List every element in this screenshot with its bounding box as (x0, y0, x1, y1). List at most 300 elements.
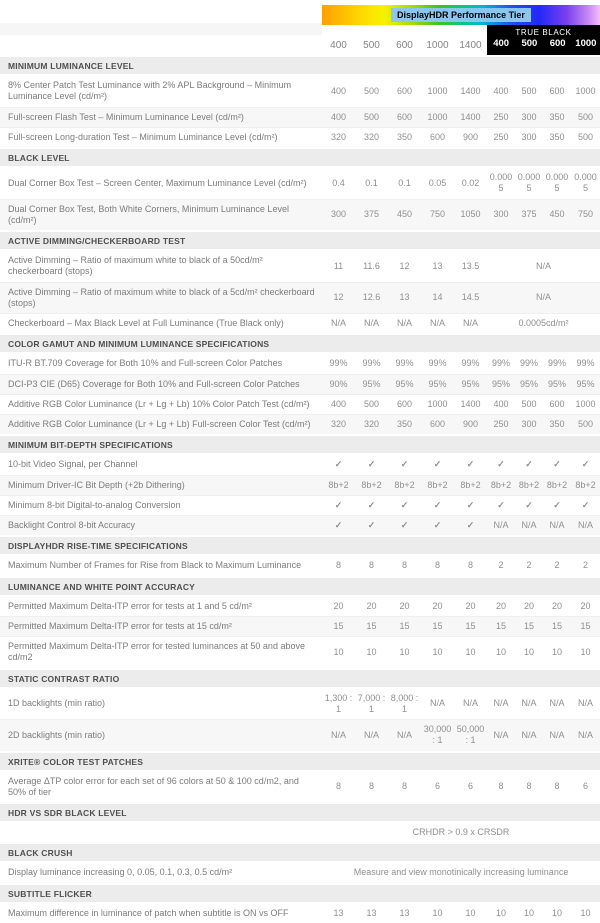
cell-value: N/A (515, 720, 543, 752)
cell-value: 10 (388, 637, 421, 669)
cell-value: 500 (571, 415, 600, 436)
cell-value: ✓ (421, 495, 454, 515)
cell-value: N/A (487, 250, 600, 282)
cell-value: 8 (322, 555, 355, 576)
cell-value: 12 (388, 250, 421, 282)
cell-value: 99% (355, 353, 388, 374)
section-header-row (0, 752, 600, 771)
cell-value: ✓ (421, 516, 454, 537)
cell-value: N/A (543, 516, 571, 537)
cell-value: 0.0005cd/m² (487, 314, 600, 335)
table-row (0, 353, 600, 374)
cell-value: 99% (388, 353, 421, 374)
table-row (0, 720, 600, 752)
cell-value: 10 (543, 903, 571, 923)
cell-value: 500 (515, 75, 543, 107)
cell-value: N/A (355, 720, 388, 752)
cell-value: 14.5 (454, 282, 487, 314)
cell-value: 20 (454, 596, 487, 617)
cell-value: 10 (543, 637, 571, 669)
cell-value: 15 (355, 616, 388, 636)
section-header-row (0, 56, 600, 75)
tier-header-1400: 1400 (459, 40, 482, 51)
row-label: Dual Corner Box Test, Both White Corners, Minimum Luminance Level (cd/m²) (0, 199, 322, 231)
cell-value: 2 (515, 555, 543, 576)
cell-value: 13.5 (454, 250, 487, 282)
cell-value: N/A (355, 314, 388, 335)
section-header-row (0, 536, 600, 555)
cell-value: N/A (571, 720, 600, 752)
cell-value: 1400 (454, 394, 487, 414)
true-black-header (487, 25, 600, 55)
cell-value: 10 (454, 903, 487, 923)
cell-value: 8b+2 (571, 475, 600, 495)
cell-value: 900 (454, 127, 487, 148)
cell-value: 8b+2 (355, 475, 388, 495)
cell-value: 8 (322, 771, 355, 804)
row-label: Minimum Driver-IC Bit Depth (+2b Dithering) (0, 475, 322, 495)
row-label: Full-screen Long-duration Test – Minimum Luminance Level (cd/m²) (0, 127, 322, 148)
tier-header-400: 400 (330, 40, 347, 51)
tier-header-600: 600 (396, 40, 413, 51)
cell-value: 90% (322, 374, 355, 394)
cell-value: 1,300 : 1 (322, 688, 355, 720)
section-title: BLACK CRUSH (0, 843, 600, 862)
cell-value: 10 (571, 637, 600, 669)
cell-value: 8b+2 (388, 475, 421, 495)
cell-value: N/A (322, 720, 355, 752)
cell-value: 8 (388, 555, 421, 576)
cell-value: 99% (571, 353, 600, 374)
cell-value: ✓ (322, 516, 355, 537)
cell-value: 10 (515, 903, 543, 923)
tier-header-500: 500 (363, 40, 380, 51)
cell-value: 6 (571, 771, 600, 804)
performance-tier-gradient-bar (322, 5, 600, 25)
cell-value: 2 (487, 555, 515, 576)
table-row (0, 555, 600, 576)
row-label: Minimum 8-bit Digital-to-analog Conversion (0, 495, 322, 515)
cell-value: N/A (487, 720, 515, 752)
cell-value: N/A (487, 282, 600, 314)
cell-value: 600 (421, 127, 454, 148)
table-row (0, 415, 600, 436)
cell-value: 20 (543, 596, 571, 617)
cell-value: ✓ (543, 454, 571, 475)
cell-value: N/A (388, 720, 421, 752)
cell-value: 50,000 : 1 (454, 720, 487, 752)
cell-value: N/A (487, 688, 515, 720)
cell-value: N/A (515, 516, 543, 537)
section-title: COLOR GAMUT AND MINIMUM LUMINANCE SPECIFICATIONS (0, 334, 600, 353)
section-header-row (0, 843, 600, 862)
cell-value: 0.0005 (515, 167, 543, 199)
row-label: ITU-R BT.709 Coverage for Both 10% and Full-screen Color Patches (0, 353, 322, 374)
table-row (0, 903, 600, 923)
cell-value: 8b+2 (421, 475, 454, 495)
row-label: 1D backlights (min ratio) (0, 688, 322, 720)
tier-header-1000: 1000 (426, 40, 449, 51)
section-header-row (0, 884, 600, 903)
cell-value: 400 (487, 75, 515, 107)
cell-value: 10 (487, 637, 515, 669)
cell-value: ✓ (515, 454, 543, 475)
cell-value: 99% (487, 353, 515, 374)
cell-value: 500 (571, 107, 600, 127)
true-black-tier-header-400: 400 (493, 38, 510, 49)
table-row (0, 167, 600, 199)
true-black-tier-header-500: 500 (521, 38, 538, 49)
section-title: BLACK LEVEL (0, 148, 600, 167)
cell-value: 1000 (421, 75, 454, 107)
performance-tier-title: DisplayHDR Performance Tier (391, 8, 531, 23)
cell-value: 15 (454, 616, 487, 636)
table-row (0, 822, 600, 843)
cell-value: 7,000 : 1 (355, 688, 388, 720)
cell-value: 8 (388, 771, 421, 804)
cell-value: N/A (454, 688, 487, 720)
cell-value: 1000 (571, 75, 600, 107)
cell-value: ✓ (322, 454, 355, 475)
cell-value: 300 (487, 199, 515, 231)
cell-value: 2 (543, 555, 571, 576)
cell-value: 8 (454, 555, 487, 576)
cell-value: 95% (355, 374, 388, 394)
true-black-column-headers (487, 38, 600, 49)
section-title: SUBTITLE FLICKER (0, 884, 600, 903)
cell-value: ✓ (355, 516, 388, 537)
cell-value: 320 (322, 415, 355, 436)
row-label: Permitted Maximum Delta-ITP error for tests at 1 and 5 cd/m² (0, 596, 322, 617)
header-spacer (0, 23, 322, 35)
cell-value: 12 (322, 282, 355, 314)
row-label: Maximum difference in luminance of patch when subtitle is ON vs OFF (0, 903, 322, 923)
cell-value: 20 (571, 596, 600, 617)
cell-value: ✓ (543, 495, 571, 515)
cell-value: 0.02 (454, 167, 487, 199)
cell-value: ✓ (454, 516, 487, 537)
row-label: Checkerboard – Max Black Level at Full Luminance (True Black only) (0, 314, 322, 335)
cell-value: ✓ (515, 495, 543, 515)
cell-value: CRHDR > 0.9 x CRSDR (322, 822, 600, 843)
table-header (0, 0, 600, 55)
cell-value: 8 (487, 771, 515, 804)
row-label: Additive RGB Color Luminance (Lr + Lg + Lb) 10% Color Patch Test (cd/m²) (0, 394, 322, 414)
section-title: DISPLAYHDR RISE-TIME SPECIFICATIONS (0, 536, 600, 555)
cell-value: 8,000 : 1 (388, 688, 421, 720)
cell-value: 300 (322, 199, 355, 231)
cell-value: 13 (388, 282, 421, 314)
tier-column-headers (322, 36, 487, 55)
cell-value: 500 (515, 394, 543, 414)
cell-value: 99% (322, 353, 355, 374)
cell-value: 375 (515, 199, 543, 231)
cell-value: 8 (421, 555, 454, 576)
cell-value: ✓ (571, 495, 600, 515)
spec-table-body (0, 56, 600, 923)
cell-value: ✓ (421, 454, 454, 475)
table-row (0, 394, 600, 414)
row-label: Permitted Maximum Delta-ITP error for tests at 15 cd/m² (0, 616, 322, 636)
cell-value: 350 (543, 107, 571, 127)
cell-value: 99% (515, 353, 543, 374)
cell-value: 750 (421, 199, 454, 231)
table-row (0, 314, 600, 335)
cell-value: ✓ (388, 516, 421, 537)
cell-value: ✓ (454, 495, 487, 515)
cell-value: 14 (421, 282, 454, 314)
row-label: Maximum Number of Frames for Rise from Black to Maximum Luminance (0, 555, 322, 576)
section-title: MINIMUM LUMINANCE LEVEL (0, 56, 600, 75)
section-title: HDR VS SDR BLACK LEVEL (0, 803, 600, 822)
cell-value: 95% (515, 374, 543, 394)
cell-value: 11.6 (355, 250, 388, 282)
true-black-tier-header-1000: 1000 (575, 38, 597, 49)
cell-value: 0.05 (421, 167, 454, 199)
cell-value: 95% (421, 374, 454, 394)
section-title: STATIC CONTRAST RATIO (0, 669, 600, 688)
cell-value: 20 (355, 596, 388, 617)
cell-value: 20 (388, 596, 421, 617)
table-row (0, 596, 600, 617)
cell-value: 750 (571, 199, 600, 231)
cell-value: ✓ (454, 454, 487, 475)
cell-value: Measure and view monotinically increasing luminance (322, 862, 600, 883)
row-label: Permitted Maximum Delta-ITP error for tested luminances at 50 and above cd/m2 (0, 637, 322, 669)
cell-value: 450 (388, 199, 421, 231)
cell-value: 1400 (454, 107, 487, 127)
cell-value: 900 (454, 415, 487, 436)
cell-value: ✓ (388, 495, 421, 515)
table-row (0, 127, 600, 148)
cell-value: 320 (322, 127, 355, 148)
cell-value: 10 (322, 637, 355, 669)
cell-value: 15 (388, 616, 421, 636)
cell-value: 0.0005 (571, 167, 600, 199)
cell-value: 400 (487, 394, 515, 414)
cell-value: 8 (543, 771, 571, 804)
cell-value: 0.0005 (543, 167, 571, 199)
table-row (0, 495, 600, 515)
cell-value: ✓ (487, 495, 515, 515)
cell-value: 1400 (454, 75, 487, 107)
cell-value: 15 (487, 616, 515, 636)
cell-value: N/A (454, 314, 487, 335)
row-label: Additive RGB Color Luminance (Lr + Lg + Lb) Full-screen Color Test (cd/m²) (0, 415, 322, 436)
cell-value: 95% (571, 374, 600, 394)
table-row (0, 107, 600, 127)
cell-value: 600 (543, 75, 571, 107)
table-row (0, 75, 600, 107)
cell-value: 10 (454, 637, 487, 669)
section-header-row (0, 334, 600, 353)
cell-value: 0.1 (388, 167, 421, 199)
cell-value: 95% (487, 374, 515, 394)
row-label: Display luminance increasing 0, 0.05, 0.1, 0.3, 0.5 cd/m² (0, 862, 322, 883)
row-label: DCI-P3 CIE (D65) Coverage for Both 10% and Full-screen Color Patches (0, 374, 322, 394)
cell-value: 95% (543, 374, 571, 394)
cell-value: N/A (571, 688, 600, 720)
cell-value: 10 (421, 637, 454, 669)
section-title: LUMINANCE AND WHITE POINT ACCURACY (0, 577, 600, 596)
table-row (0, 637, 600, 669)
cell-value: N/A (322, 314, 355, 335)
cell-value: N/A (421, 688, 454, 720)
table-row (0, 516, 600, 537)
cell-value: 1050 (454, 199, 487, 231)
cell-value: 99% (421, 353, 454, 374)
cell-value: 13 (322, 903, 355, 923)
table-row (0, 688, 600, 720)
table-row (0, 475, 600, 495)
cell-value: 0.0005 (487, 167, 515, 199)
cell-value: 10 (515, 637, 543, 669)
cell-value: 250 (487, 127, 515, 148)
cell-value: 400 (322, 394, 355, 414)
cell-value: ✓ (388, 454, 421, 475)
cell-value: 500 (571, 127, 600, 148)
section-title: MINIMUM BIT-DEPTH SPECIFICATIONS (0, 435, 600, 454)
cell-value: ✓ (571, 454, 600, 475)
cell-value: 1000 (421, 107, 454, 127)
section-title: ACTIVE DIMMING/CHECKERBOARD TEST (0, 231, 600, 250)
cell-value: 400 (322, 75, 355, 107)
row-label: Active Dimming – Ratio of maximum white to black of a 5cd/m² checkerboard (stops) (0, 282, 322, 314)
true-black-tier-header-600: 600 (549, 38, 566, 49)
cell-value: 15 (515, 616, 543, 636)
cell-value: 350 (388, 415, 421, 436)
cell-value: 15 (543, 616, 571, 636)
cell-value: 20 (421, 596, 454, 617)
table-row (0, 616, 600, 636)
cell-value: 8 (515, 771, 543, 804)
section-header-row (0, 231, 600, 250)
cell-value: 15 (571, 616, 600, 636)
cell-value: ✓ (355, 495, 388, 515)
cell-value: 13 (388, 903, 421, 923)
cell-value: 8b+2 (515, 475, 543, 495)
cell-value: N/A (515, 688, 543, 720)
table-row (0, 454, 600, 475)
cell-value: ✓ (322, 495, 355, 515)
cell-value: 15 (421, 616, 454, 636)
cell-value: 375 (355, 199, 388, 231)
cell-value: 15 (322, 616, 355, 636)
cell-value: 350 (543, 415, 571, 436)
cell-value: 500 (355, 107, 388, 127)
cell-value: 2 (571, 555, 600, 576)
cell-value: 0.1 (355, 167, 388, 199)
section-header-row (0, 148, 600, 167)
true-black-label: TRUE BLACK (515, 28, 572, 37)
row-label: Active Dimming – Ratio of maximum white to black of a 50cd/m² checkerboard (stops) (0, 250, 322, 282)
cell-value: 20 (322, 596, 355, 617)
row-label: Average ΔTP color error for each set of 96 colors at 50 & 100 cd/m2, and 50% of tier (0, 771, 322, 804)
cell-value: 1000 (421, 394, 454, 414)
row-label: 2D backlights (min ratio) (0, 720, 322, 752)
cell-value: N/A (571, 516, 600, 537)
section-header-row (0, 435, 600, 454)
cell-value: 250 (487, 415, 515, 436)
cell-value: N/A (421, 314, 454, 335)
cell-value: 95% (454, 374, 487, 394)
cell-value: 8 (355, 771, 388, 804)
cell-value: 600 (388, 394, 421, 414)
cell-value: 400 (322, 107, 355, 127)
cell-value: 13 (355, 903, 388, 923)
cell-value: 20 (487, 596, 515, 617)
cell-value: 12.6 (355, 282, 388, 314)
cell-value: 10 (355, 637, 388, 669)
row-label: Dual Corner Box Test – Screen Center, Maximum Luminance Level (cd/m²) (0, 167, 322, 199)
cell-value: ✓ (487, 454, 515, 475)
row-label: Backlight Control 8-bit Accuracy (0, 516, 322, 537)
cell-value: 350 (388, 127, 421, 148)
cell-value: 600 (421, 415, 454, 436)
cell-value: 500 (355, 394, 388, 414)
cell-value: 300 (515, 415, 543, 436)
cell-value: 8b+2 (487, 475, 515, 495)
cell-value: N/A (543, 688, 571, 720)
row-label (0, 822, 322, 843)
cell-value: 600 (388, 75, 421, 107)
cell-value: 1000 (571, 394, 600, 414)
cell-value: 10 (571, 903, 600, 923)
cell-value: 10 (421, 903, 454, 923)
cell-value: N/A (487, 516, 515, 537)
cell-value: 320 (355, 127, 388, 148)
cell-value: 30,000 : 1 (421, 720, 454, 752)
cell-value: 600 (543, 394, 571, 414)
spec-table (0, 55, 600, 923)
cell-value: 99% (454, 353, 487, 374)
cell-value: 600 (388, 107, 421, 127)
cell-value: 20 (515, 596, 543, 617)
cell-value: 95% (388, 374, 421, 394)
section-header-row (0, 669, 600, 688)
cell-value: 6 (454, 771, 487, 804)
section-title: XRITE® COLOR TEST PATCHES (0, 752, 600, 771)
row-label: 10-bit Video Signal, per Channel (0, 454, 322, 475)
cell-value: 11 (322, 250, 355, 282)
cell-value: 13 (421, 250, 454, 282)
cell-value: 8b+2 (454, 475, 487, 495)
cell-value: 450 (543, 199, 571, 231)
cell-value: 6 (421, 771, 454, 804)
cell-value: ✓ (355, 454, 388, 475)
cell-value: 0.4 (322, 167, 355, 199)
cell-value: 10 (487, 903, 515, 923)
row-label: Full-screen Flash Test – Minimum Luminance Level (cd/m²) (0, 107, 322, 127)
cell-value: 250 (487, 107, 515, 127)
cell-value: 99% (543, 353, 571, 374)
cell-value: 500 (355, 75, 388, 107)
cell-value: 8b+2 (322, 475, 355, 495)
row-label: 8% Center Patch Test Luminance with 2% APL Background – Minimum Luminance Level (cd/m²) (0, 75, 322, 107)
cell-value: 320 (355, 415, 388, 436)
table-row (0, 282, 600, 314)
cell-value: N/A (543, 720, 571, 752)
cell-value: 300 (515, 107, 543, 127)
cell-value: N/A (388, 314, 421, 335)
table-row (0, 250, 600, 282)
cell-value: 8b+2 (543, 475, 571, 495)
cell-value: 300 (515, 127, 543, 148)
table-row (0, 862, 600, 883)
cell-value: 350 (543, 127, 571, 148)
table-row (0, 374, 600, 394)
table-row (0, 771, 600, 804)
